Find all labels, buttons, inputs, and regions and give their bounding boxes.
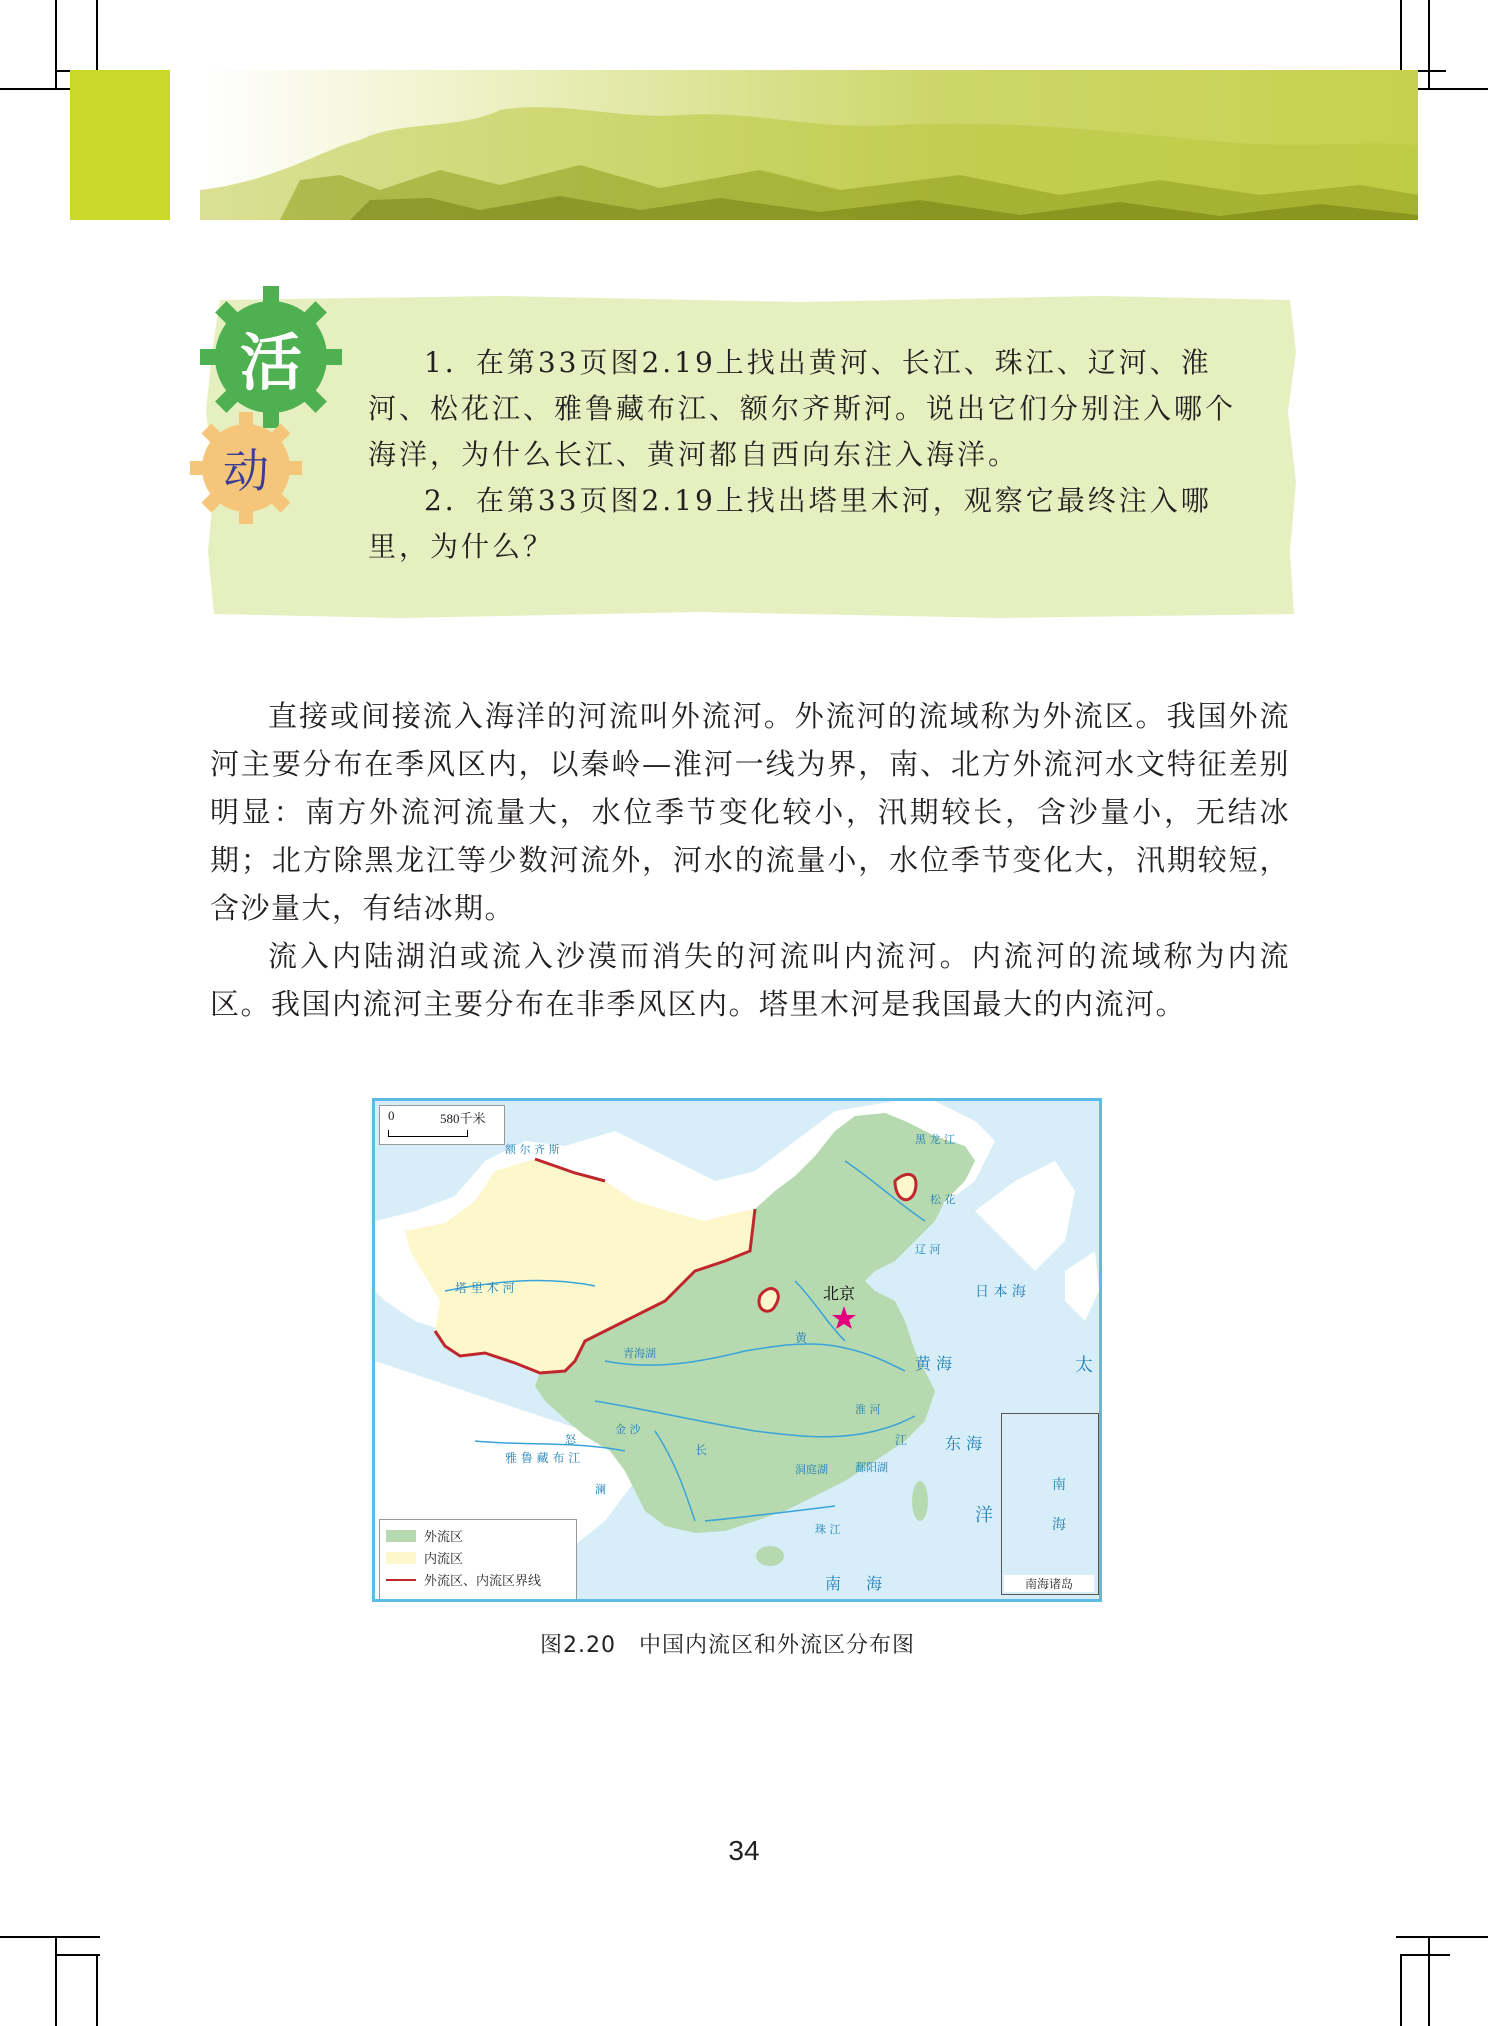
page-number: 34 [728, 1835, 760, 1866]
map-caption: 图2.20 中国内流区和外流区分布图 [540, 1633, 915, 1658]
crop-mark [96, 1954, 98, 2026]
south-china-sea-inset [1001, 1413, 1099, 1595]
erqis-river-label: 额 尔 齐 斯 [505, 1143, 560, 1156]
crop-mark [1400, 1954, 1450, 1956]
japan-sea-label: 日 本 海 [975, 1284, 1026, 1300]
crop-mark [55, 0, 57, 88]
lancang-river-label: 澜 [595, 1483, 606, 1496]
header-landscape-banner [200, 70, 1418, 220]
pacific-label-3: 洋 [975, 1505, 993, 1526]
crop-mark [0, 1936, 100, 1938]
crop-mark [1396, 1936, 1488, 1938]
activity-gear-small-icon [186, 408, 306, 528]
east-sea-label: 东 海 [945, 1434, 983, 1453]
pacific-label-1: 太 [1075, 1355, 1093, 1376]
liao-river-label: 辽 河 [915, 1243, 941, 1256]
crop-mark [96, 0, 98, 70]
huai-river-label: 淮 河 [855, 1403, 881, 1416]
legend-boundary: 外流区、内流区界线 [424, 1574, 542, 1589]
crop-mark [1400, 0, 1402, 70]
poyang-lake-label: 鄱阳湖 [855, 1461, 888, 1474]
south-sea-label: 南 海 [825, 1574, 893, 1593]
crop-mark [1428, 0, 1430, 88]
tarim-river-label: 塔 里 木 河 [455, 1281, 515, 1295]
chang-river-label: 长 [695, 1443, 708, 1457]
body-text [210, 692, 1290, 1028]
activity-item-2: 2．在第33页图2.19上找出塔里木河，观察它最终注入哪里，为什么？ [368, 484, 1212, 563]
map-legend [379, 1519, 577, 1601]
qinghai-lake-label: 青海湖 [623, 1347, 656, 1360]
inset-label: 南海诸岛 [1004, 1575, 1094, 1592]
yellow-sea-label: 黄 海 [915, 1354, 953, 1373]
legend-inflow: 内流区 [424, 1552, 464, 1567]
crop-mark [1400, 1954, 1402, 2026]
dongting-lake-label: 洞庭湖 [795, 1463, 828, 1476]
crop-mark [55, 1936, 57, 2026]
crop-mark [55, 1954, 100, 1956]
scale-zero: 0 [388, 1108, 395, 1123]
body-paragraph-1: 直接或间接流入海洋的河流叫外流河。外流河的流域称为外流区。我国外流河主要分布在季风区内，以秦岭—淮河一线为界，南、北方外流河水文特征差别明显：南方外流河流量大，水位季节变化较小，汛期较长，含沙量小，无结冰期；北方除黑龙江等少数河流外，河水的流量小，水位季节变化大，汛期较短，含沙量大，有结冰期。 [210, 699, 1290, 925]
activity-badge-top: 活 [239, 325, 302, 399]
inset-sea-label-2: 海 [1052, 1517, 1066, 1533]
legend-outflow: 外流区 [424, 1530, 464, 1545]
jinsha-river-label: 金 沙 [615, 1423, 641, 1436]
yarlung-river-label: 雅 鲁 藏 布 江 [505, 1451, 581, 1465]
header-accent-block [70, 70, 170, 220]
activity-text [368, 340, 1248, 570]
huang-river-label: 黄 [795, 1331, 808, 1345]
crop-mark [1428, 1936, 1430, 2026]
body-paragraph-2: 流入内陆湖泊或流入沙漠而消失的河流叫内流河。内流河的流域称为内流区。我国内流河主要分布在非季风区内。塔里木河是我国最大的内流河。 [210, 939, 1290, 1021]
jiang-label: 江 [895, 1433, 908, 1447]
capital-label: 北京 [823, 1284, 856, 1303]
inset-sea-label: 南 [1052, 1477, 1066, 1493]
activity-item-1: 1．在第33页图2.19上找出黄河、长江、珠江、辽河、淮河、松花江、雅鲁藏布江、额尔齐斯河。说出它们分别注入哪个海洋，为什么长江、黄河都自西向东注入海洋。 [368, 346, 1237, 471]
heilong-river-label: 黑 龙 江 [915, 1133, 955, 1146]
map-scale-bar [379, 1105, 505, 1145]
nu-river-label: 怒 [565, 1433, 576, 1446]
zhu-river-label: 珠 江 [815, 1523, 841, 1536]
song-river-label: 松 花 [930, 1193, 956, 1206]
activity-badge-bottom: 动 [223, 444, 269, 498]
china-drainage-map [372, 1098, 1102, 1602]
scale-distance: 580千米 [440, 1111, 486, 1126]
